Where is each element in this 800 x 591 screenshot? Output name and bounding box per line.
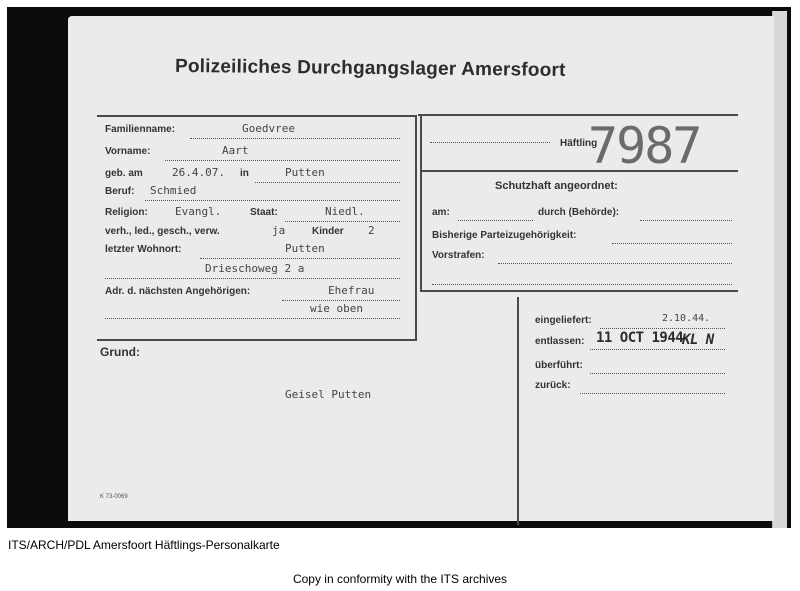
kinder-label: Kinder [312,226,344,237]
beruf-label: Beruf: [105,186,135,197]
in-value: Putten [285,166,325,179]
eingeliefert-label: eingeliefert: [535,315,592,326]
vorstrafen-line-2 [432,284,732,285]
religion-label: Religion: [105,207,148,218]
eingeliefert-line [600,328,725,329]
verh-value: ja [272,224,286,237]
eingeliefert-value: 2.10.44. [662,313,711,324]
entlassen-stamp: 11 OCT 1944 [596,330,684,346]
zurueck-label: zurück: [535,380,571,391]
durch-line [640,220,732,221]
right-box-border [420,114,422,291]
vorstrafen-line [498,263,732,264]
haeftling-label: Häftling [560,138,598,149]
card-title: Polizeiliches Durchgangslager Amersfoort [174,55,566,81]
familienname-label: Familienname: [105,124,176,135]
form-number: K 73-0069 [100,494,128,500]
angehoerige-value-2: wie oben [310,302,363,315]
grund-value: Geisel Putten [285,388,372,401]
grund-label: Grund: [100,345,140,359]
familienname-line [190,138,400,139]
entlassen-note: KL N [682,332,714,348]
zurueck-line [580,393,725,394]
lower-rule [420,290,738,292]
verh-label: verh., led., gesch., verw. [105,226,220,237]
vorname-value: Aart [222,144,249,157]
schutzhaft-rule [420,170,738,172]
conformity-caption: Copy in conformity with the ITS archives [292,572,508,586]
angehoerige-line-2 [105,318,400,319]
geb-value: 26.4.07. [172,166,225,179]
haeftling-number: 7987 [588,117,701,175]
vorstrafen-label: Vorstrafen: [432,250,485,261]
in-label: in [240,168,249,179]
strasse-line [105,278,400,279]
staat-label: Staat: [250,207,278,218]
angehoerige-line [282,300,400,301]
top-rule [418,114,738,116]
card-edge [772,11,787,528]
beruf-line [145,200,400,201]
wohnort-line [200,258,400,259]
source-caption: ITS/ARCH/PDL Amersfoort Häftlings-Personalkarte [8,538,280,552]
am-line [458,220,533,221]
angehoerige-value-1: Ehefrau [328,284,375,297]
am-label: am: [432,207,450,218]
wohnort-value: Putten [285,242,325,255]
durch-label: durch (Behörde): [538,207,620,218]
haeftling-line [430,142,550,143]
angehoerige-label: Adr. d. nächsten Angehörigen: [105,286,251,297]
beruf-value: Schmied [150,184,197,197]
vorname-label: Vorname: [105,146,151,157]
entlassen-line [590,349,725,350]
ueberfuehrt-line [590,373,725,374]
geb-label: geb. am [105,168,143,179]
wohnort-label: letzter Wohnort: [105,244,182,255]
familienname-value: Goedvree [242,122,295,135]
kinder-value: 2 [368,224,375,237]
ueberfuehrt-label: überführt: [535,360,583,371]
partei-line [612,243,732,244]
vorname-line [165,160,400,161]
staat-line [285,221,400,222]
in-line [255,182,400,183]
partei-label: Bisherige Parteizugehörigkeit: [432,230,577,241]
entlassen-label: entlassen: [535,336,585,347]
schutzhaft-label: Schutzhaft angeordnet: [495,180,618,192]
strasse-value: Drieschoweg 2 a [205,262,305,275]
lower-divider [517,297,519,525]
religion-value: Evangl. [175,205,222,218]
staat-value: Niedl. [325,205,365,218]
